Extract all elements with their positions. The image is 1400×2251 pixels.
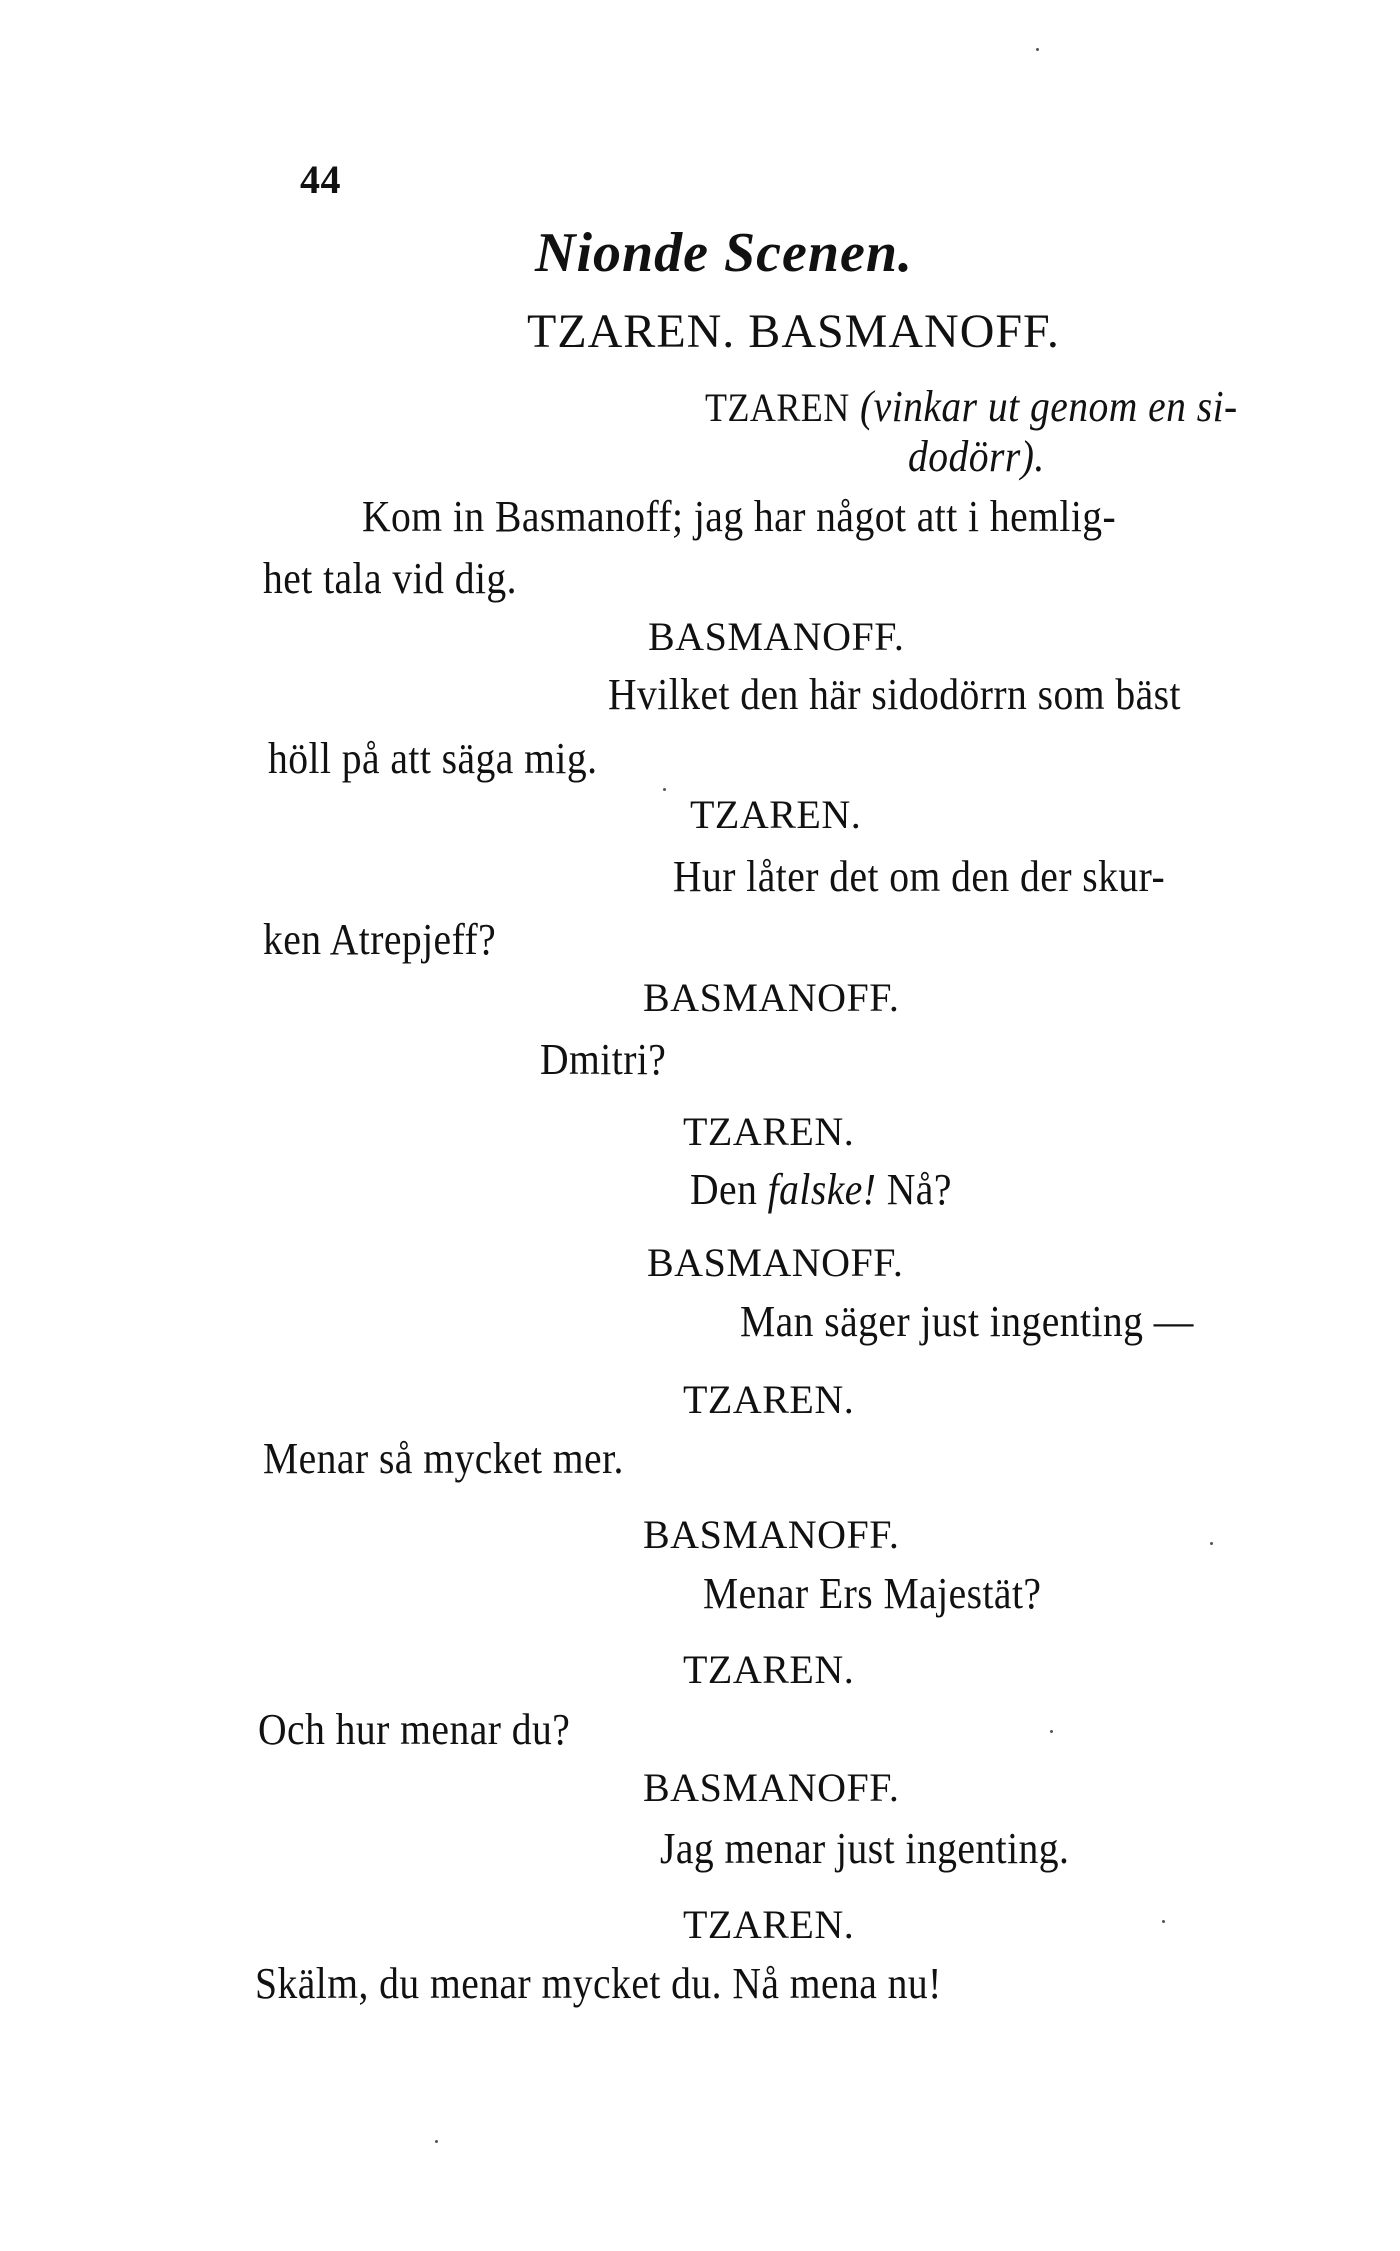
speaker-name: BASMANOFF. [643, 1765, 900, 1810]
dialogue-line: Jag menar just ingenting. [660, 1824, 1070, 1873]
stage-direction: (vinkar ut genom en si- [860, 382, 1238, 431]
cast-line: TZAREN. BASMANOFF. [527, 305, 1060, 358]
print-speck [1050, 1730, 1053, 1733]
speaker-name: TZAREN. [683, 1109, 855, 1154]
scene-heading: Nionde Scenen. [535, 222, 913, 284]
dialogue-line: ken Atrepjeff? [263, 915, 497, 964]
dialogue-line: Menar Ers Majestät? [703, 1569, 1042, 1618]
print-speck [1210, 1542, 1213, 1545]
speaker-name: BASMANOFF. [648, 614, 905, 659]
print-speck [1162, 1920, 1165, 1923]
speaker-name: TZAREN. [683, 1377, 855, 1422]
speaker-name: BASMANOFF. [643, 1512, 900, 1557]
speaker-name: BASMANOFF. [643, 975, 900, 1020]
dialogue-line: Dmitri? [540, 1035, 667, 1084]
dialogue-line [690, 1165, 952, 1214]
speaker-name: TZAREN. [690, 792, 862, 837]
print-speck [663, 788, 666, 791]
dialogue-line: Och hur menar du? [258, 1705, 571, 1754]
speaker-name: BASMANOFF. [647, 1240, 904, 1285]
page-number: 44 [300, 157, 341, 202]
dialogue-word: Nå? [886, 1165, 952, 1214]
dialogue-word: Den [690, 1165, 758, 1214]
dialogue-line: het tala vid dig. [263, 554, 517, 603]
dialogue-line: Skälm, du menar mycket du. Nå mena nu! [255, 1959, 942, 2008]
dialogue-line: Menar så mycket mer. [263, 1434, 624, 1483]
speaker-name: TZAREN [705, 385, 850, 430]
dialogue-line: höll på att säga mig. [268, 734, 598, 783]
print-speck [1036, 48, 1039, 51]
print-speck [435, 2140, 438, 2143]
speaker-name: TZAREN. [683, 1902, 855, 1947]
stage-direction-line-1 [705, 382, 1238, 431]
dialogue-line: Hur låter det om den der skur- [673, 852, 1166, 901]
speaker-name: TZAREN. [683, 1647, 855, 1692]
stage-direction-line-2: dodörr). [908, 432, 1045, 481]
dialogue-line: Man säger just ingenting — [740, 1297, 1194, 1346]
dialogue-line: Hvilket den här sidodörrn som bäst [608, 670, 1181, 719]
emphasized-word: falske! [767, 1165, 877, 1214]
dialogue-line: Kom in Basmanoff; jag har något att i hemlig- [362, 492, 1117, 541]
